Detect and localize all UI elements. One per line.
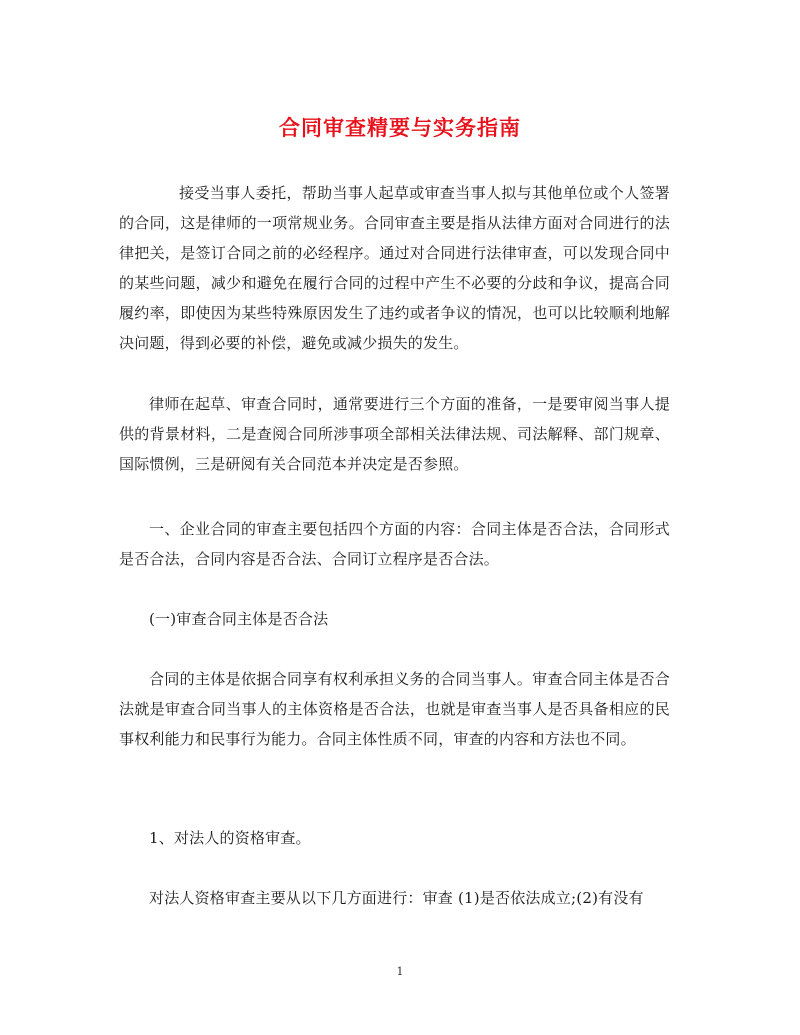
- paragraph-preparation: 律师在起草、审查合同时，通常要进行三个方面的准备，一是要审阅当事人提供的背景材料，二是查阅合同所涉事项全部相关法律法规、司法解释、部门规章、国际惯例，三是研阅有关合同范本并决定是否参照。: [119, 395, 670, 473]
- paragraph-section-one: 一、企业合同的审查主要包括四个方面的内容：合同主体是否合法，合同形式是否合法，合同内容是否合法、合同订立程序是否合法。: [119, 520, 670, 568]
- page-number: 1: [396, 965, 404, 978]
- paragraph-legal-person-review: 对法人资格审查主要从以下几方面进行：审查 (1)是否依法成立;(2)有没有: [149, 889, 644, 907]
- subheading-subject-legality: (一)审查合同主体是否合法: [149, 610, 329, 628]
- subheading-legal-person: 1、对法人的资格审查。: [149, 829, 311, 847]
- paragraph-intro: 接受当事人委托，帮助当事人起草或审查当事人拟与其他单位或个人签署的合同，这是律师的一项常规业务。合同审查主要是指从法律方面对合同进行的法律把关，是签订合同之前的必经程序。通过对合同进行法律审查，可以发现合同中的某些问题，减少和避免在履行合同的过程中产生不必要的分歧和争议，提高合同履约率，即使因为某些特殊原因发生了违约或者争议的情况，也可以比较顺利地解决问题，得到必要的补偿，避免或减少损失的发生。: [119, 184, 670, 352]
- paragraph-contract-subject: 合同的主体是依据合同享有权利承担义务的合同当事人。审查合同主体是否合法就是审查合同当事人的主体资格是否合法，也就是审查当事人是否具备相应的民事权利能力和民事行为能力。合同主体性质不同，审查的内容和方法也不同。: [119, 670, 670, 748]
- page-title: 合同审查精要与实务指南: [279, 115, 521, 140]
